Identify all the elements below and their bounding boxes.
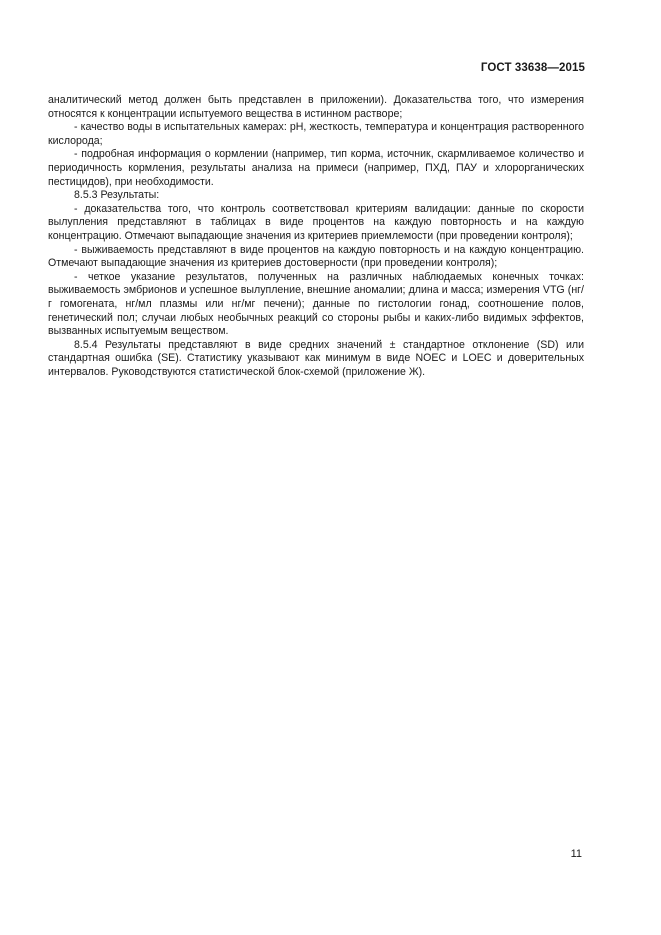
list-item-survival: - выживаемость представляют в виде процентов на каждую повторность и на каждую концентрацию. Отмечают выпадающие значения из критериев достоверности (при проведении контроля); (48, 243, 584, 270)
standard-code-header: ГОСТ 33638—2015 (480, 62, 585, 74)
list-item-feeding-info: - подробная информация о кормлении (например, тип корма, источник, скармливаемое количество и периодичность кормления, результаты анализа на примеси (например, ПХД, ПАУ и хлорорганических пестицидов), при необходимости. (48, 148, 584, 188)
section-8-5-4-paragraph: 8.5.4 Результаты представляют в виде средних значений ± стандартное отклонение (SD) или стандартная ошибка (SE). Статистику указывают как минимум в виде NOEC и LOEC и доверительных интервалов. Руководствуются статистической блок-схемой (приложение Ж). (48, 338, 584, 378)
list-item-water-quality: - качество воды в испытательных камерах: pH, жесткость, температура и концентрация растворенного кислорода; (48, 121, 584, 147)
paragraph-analytical-method: аналитический метод должен быть представлен в приложении). Доказательства того, что измерения относятся к концентрации испытуемого вещества в истинном растворе; (48, 94, 584, 120)
section-heading-8-5-3: 8.5.3 Результаты: (74, 189, 160, 202)
document-body (48, 94, 584, 379)
list-item-endpoints: - четкое указание результатов, полученных на различных наблюдаемых конечных точках: выживаемость эмбрионов и успешное вылупление, внешние аномалии; длина и масса; измерения VTG (нг/г гомогената, нг/мл плазмы или нг/мг печени); данные по гистологии гонад, соотношение полов, генетический пол; случаи любых необычных реакций со стороны рыбы и каких-либо видимых эффектов, вызванных испытуемым веществом. (48, 270, 584, 338)
list-item-control-validation: - доказательства того, что контроль соответствовал критериям валидации: данные по скорости вылупления представляют в таблицах в виде процентов на каждую повторность и на каждую концентрацию. Отмечают выпадающие значения из критериев приемлемости (при проведении контроля); (48, 202, 584, 242)
page-number: 11 (570, 848, 582, 860)
